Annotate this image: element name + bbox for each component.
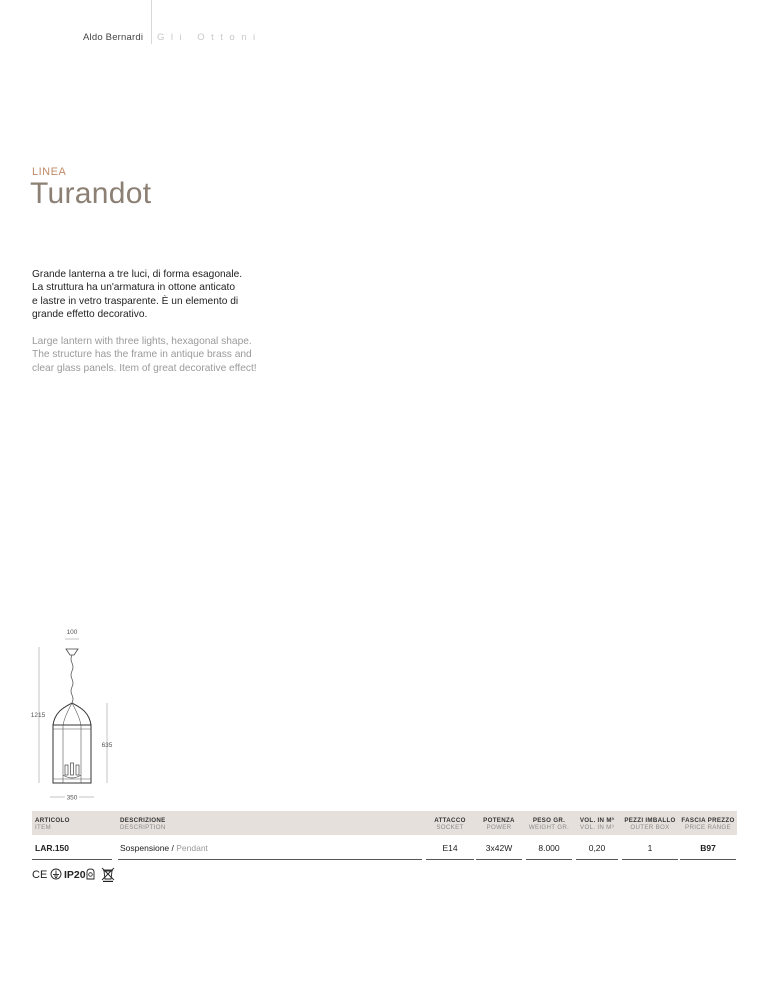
cell-item: LAR.150 (35, 843, 70, 853)
cell-outer-box: 1 (647, 843, 653, 853)
row-rule (118, 859, 422, 860)
cell-power: 3x42W (485, 843, 513, 853)
dim-total-height: 1215 (30, 712, 46, 719)
description-english (32, 335, 292, 375)
col-socket: ATTACCO SOCKET (434, 817, 466, 831)
desc-it-line: Grande lanterna a tre luci, di forma esagonale. (32, 269, 243, 280)
col-weight: PESO GR. WEIGHT GR. (528, 817, 570, 831)
row-rule (32, 859, 112, 860)
lantern-technical-drawing (25, 625, 135, 805)
desc-en-line: clear glass panels. Item of great decorative effect! (32, 362, 257, 374)
row-rule (526, 859, 572, 860)
desc-en-line: The structure has the frame in antique brass and (32, 349, 252, 361)
col-outer-box: PEZZI IMBALLO OUTER BOX (624, 817, 676, 831)
col-description: DESCRIZIONE DESCRIPTION (120, 817, 166, 831)
dome-shape (53, 703, 91, 725)
ground-icon (51, 869, 61, 879)
desc-it-line: grande effetto decorativo. (32, 309, 148, 321)
description-italian (32, 268, 292, 322)
header-divider (151, 0, 152, 44)
dim-width: 350 (66, 794, 78, 802)
product-title: Turandot (30, 177, 152, 210)
row-rule (680, 859, 736, 860)
row-rule (576, 859, 618, 860)
candle-lights (63, 763, 81, 778)
line-label: LINEA (32, 166, 67, 178)
row-rule (476, 859, 522, 860)
col-power: POTENZA POWER (483, 817, 515, 831)
weee-bin-icon (102, 868, 114, 882)
row-rule (622, 859, 678, 860)
desc-it-line: e lastre in vetro trasparente. È un elemento di (32, 295, 239, 307)
certification-icons (32, 866, 152, 882)
page-header (0, 28, 768, 48)
ce-mark-icon: CE (32, 869, 48, 881)
col-item: ARTICOLO ITEM (35, 817, 70, 831)
spec-table-header (32, 811, 737, 835)
table-row (32, 836, 737, 860)
ip-rating: IP20 (64, 869, 86, 881)
cell-price-range: B97 (700, 843, 716, 853)
no-cover-insulation-icon (87, 869, 94, 879)
cell-volume: 0,20 (588, 843, 606, 853)
chain-shape (71, 655, 73, 703)
col-volume: VOL. IN M³ VOL. IN M³ (579, 817, 615, 831)
dim-body-height: 635 (101, 742, 113, 749)
collection-name: Gli Ottoni (157, 32, 262, 43)
canopy-shape (66, 649, 78, 655)
cell-description: Sospensione / Pendant (120, 843, 208, 853)
desc-it-line: La struttura ha un'armatura in ottone anticato (32, 282, 235, 294)
cell-socket: E14 (442, 843, 458, 853)
cell-weight: 8.000 (538, 843, 560, 853)
desc-en-line: Large lantern with three lights, hexagonal shape. (32, 336, 252, 347)
col-price-range: FASCIA PREZZO PRICE RANGE (681, 817, 735, 831)
row-rule (426, 859, 474, 860)
lantern-body (53, 725, 91, 783)
brand-name: Aldo Bernardi (83, 32, 144, 43)
dim-top-width: 100 (66, 629, 78, 636)
